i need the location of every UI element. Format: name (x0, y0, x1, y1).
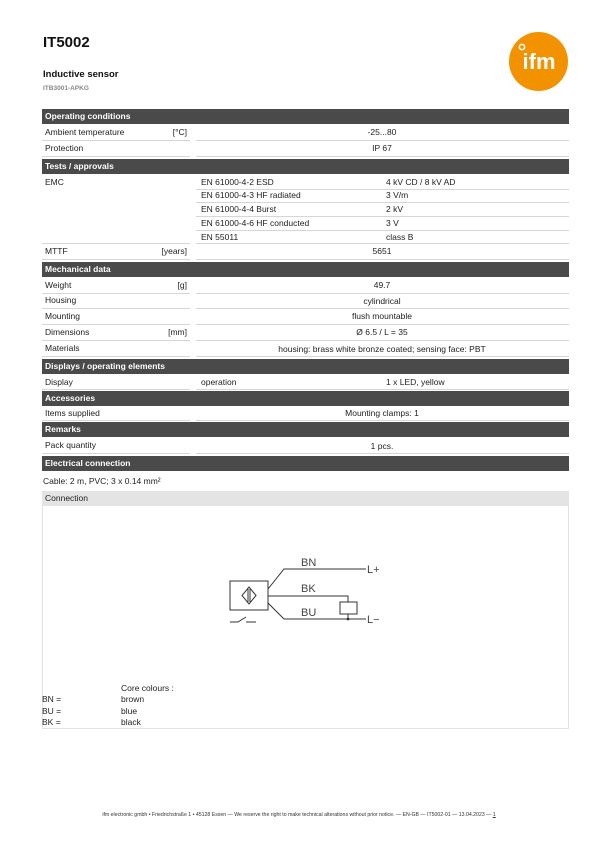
terminal-l-plus: L+ (367, 564, 380, 576)
switch-symbol (230, 617, 256, 622)
wire-label-bn: BN (301, 557, 317, 569)
section-accessories (42, 391, 569, 406)
core-code: BN = (42, 694, 62, 704)
mttf-label: MTTF (45, 246, 68, 256)
wire-bk (268, 596, 348, 602)
emc-standard: EN 55011 (201, 232, 239, 242)
row-divider (196, 216, 569, 217)
row-divider (42, 340, 190, 341)
row-divider (42, 389, 190, 390)
section-operating-conditions (42, 109, 569, 124)
protection-label: Protection (45, 143, 84, 153)
ambient-temperature-value: -25...80 (367, 127, 397, 137)
row-divider (196, 243, 569, 244)
emc-value: 2 kV (386, 204, 404, 214)
row-divider (42, 420, 190, 421)
article-code: ITB3001-APKG (43, 85, 89, 92)
section-remarks (42, 422, 569, 437)
row-divider (196, 308, 569, 309)
row-divider (196, 420, 569, 421)
section-title: Mechanical data (45, 264, 111, 274)
emc-value: 4 kV CD / 8 kV AD (386, 177, 456, 187)
emc-standard: EN 61000-4-4 Burst (201, 204, 277, 214)
section-title: Remarks (45, 424, 81, 434)
ambient-temperature-label: Ambient temperature (45, 127, 125, 137)
page-footer (0, 812, 598, 818)
materials-label: Materials (45, 343, 80, 353)
display-sub: operation (201, 377, 237, 387)
emc-standard: EN 61000-4-2 ESD (201, 177, 274, 187)
pack-quantity-value: 1 pcs. (370, 441, 394, 451)
mttf-unit: [years] (161, 246, 187, 256)
mttf-value: 5651 (372, 246, 392, 256)
sensor-symbol (242, 587, 256, 604)
dimensions-label: Dimensions (45, 327, 90, 337)
pack-quantity-label: Pack quantity (45, 440, 97, 450)
section-electrical-connection (42, 456, 569, 471)
emc-label: EMC (45, 177, 64, 187)
core-colours-title: Core colours : (121, 683, 174, 693)
core-code: BU = (42, 706, 62, 716)
row-divider (196, 259, 569, 260)
ifm-logo (509, 32, 568, 91)
housing-value: cylindrical (363, 296, 401, 306)
cable-spec: Cable: 2 m, PVC; 3 x 0.14 mm² (43, 476, 161, 486)
display-label: Display (45, 377, 73, 387)
sensor-box (230, 581, 268, 610)
row-divider (196, 156, 569, 157)
wire-bu (268, 603, 366, 619)
mounting-label: Mounting (45, 311, 80, 321)
core-code: BK = (42, 717, 61, 727)
row-divider (196, 140, 569, 141)
section-title: Tests / approvals (45, 161, 114, 171)
row-divider (196, 356, 569, 357)
section-tests-approvals (42, 159, 569, 174)
core-name: brown (121, 694, 145, 704)
emc-value: 3 V (386, 218, 399, 228)
display-value: 1 x LED, yellow (386, 377, 445, 387)
row-divider (42, 356, 190, 357)
emc-standard: EN 61000-4-6 HF conducted (201, 218, 310, 228)
product-title: IT5002 (43, 34, 90, 51)
load-resistor (340, 602, 357, 614)
items-supplied-value: Mounting clamps: 1 (345, 408, 419, 418)
row-divider (196, 340, 569, 341)
mounting-value: flush mountable (351, 311, 412, 321)
connection-header (42, 491, 569, 506)
core-name: blue (121, 706, 138, 716)
row-divider (42, 156, 190, 157)
row-divider (196, 202, 569, 203)
protection-value: IP 67 (372, 143, 392, 153)
materials-value: housing: brass white bronze coated; sensing face: PBT (278, 344, 486, 354)
section-title: Displays / operating elements (45, 361, 165, 371)
section-title: Accessories (45, 393, 96, 403)
row-divider (42, 243, 190, 244)
emc-value: 3 V/m (386, 190, 409, 200)
product-subtitle: Inductive sensor (43, 69, 119, 80)
wire-label-bk: BK (301, 583, 316, 595)
row-divider (42, 453, 190, 454)
row-divider (42, 308, 190, 309)
row-divider (196, 453, 569, 454)
section-title: Electrical connection (45, 458, 131, 468)
wire-label-bu: BU (301, 607, 317, 619)
emc-value: class B (386, 232, 414, 242)
terminal-l-minus: L− (367, 614, 380, 626)
core-name: black (121, 717, 141, 727)
connection-label: Connection (45, 493, 89, 503)
dimensions-value: Ø 6.5 / L = 35 (356, 327, 408, 337)
dimensions-unit: [mm] (168, 327, 187, 337)
row-divider (42, 324, 190, 325)
weight-label: Weight (45, 280, 72, 290)
items-supplied-label: Items supplied (45, 408, 100, 418)
row-divider (196, 230, 569, 231)
weight-value: 49.7 (373, 280, 391, 290)
wiring-diagram (222, 550, 392, 630)
row-divider (42, 293, 190, 294)
weight-unit: [g] (177, 280, 187, 290)
row-divider (42, 259, 190, 260)
row-divider (196, 293, 569, 294)
section-mechanical-data (42, 262, 569, 277)
junction-dot (347, 618, 350, 621)
footer-text: ifm electronic gmbh • Friedrichstraße 1 • 45128 Essen — We reserve the right to make technical alterations without prior notice. — EN-GB — IT5002-01 — 13.04.2023 — (102, 812, 492, 818)
wire-bn (268, 569, 366, 589)
row-divider (196, 324, 569, 325)
section-title: Operating conditions (45, 111, 131, 121)
section-displays (42, 359, 569, 374)
emc-standard: EN 61000-4-3 HF radiated (201, 190, 301, 200)
page-number: 1 (492, 812, 496, 818)
logo-text: ifm (522, 49, 556, 74)
row-divider (42, 140, 190, 141)
ambient-temperature-unit: [°C] (172, 127, 187, 137)
housing-label: Housing (45, 295, 77, 305)
row-divider (196, 389, 569, 390)
